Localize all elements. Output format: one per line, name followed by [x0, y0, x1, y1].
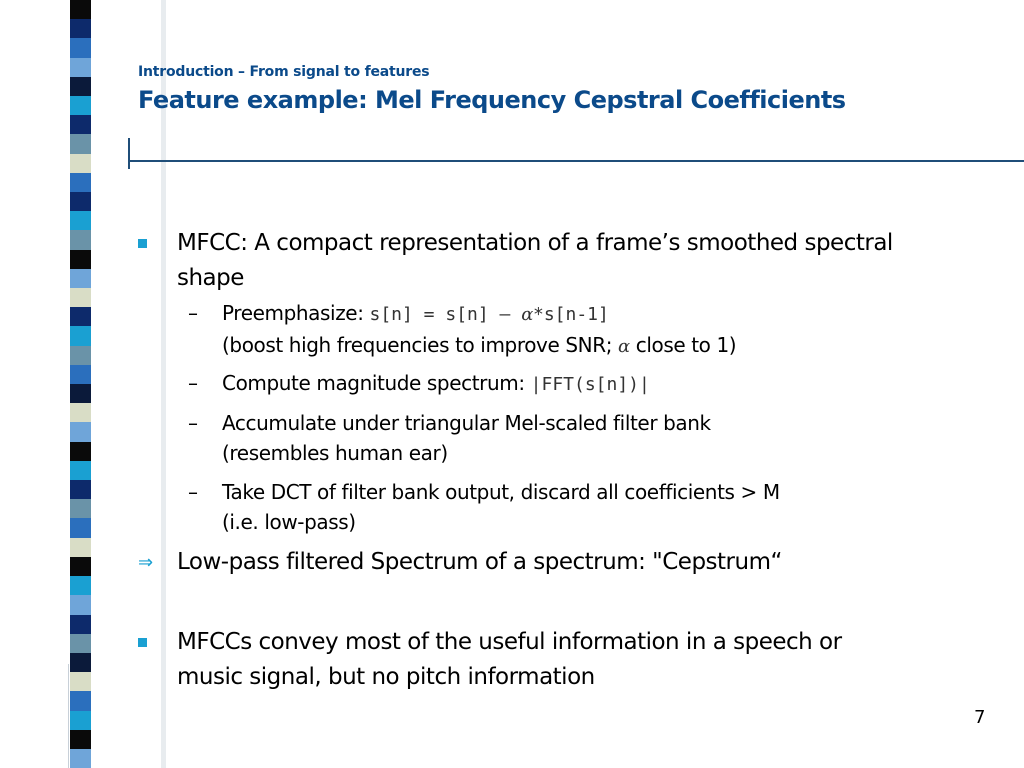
alpha-symbol: α: [521, 304, 533, 325]
sub-bullet-dct: [138, 477, 1008, 537]
stripe-block: [70, 499, 91, 518]
stripe-block: [70, 173, 91, 192]
bullet-mfcc-information: [138, 625, 1008, 695]
stripe-block: [70, 365, 91, 384]
stripe-block: [70, 19, 91, 38]
stripe-block: [70, 422, 91, 441]
stripe-block: [70, 250, 91, 269]
bullet-mfcc: [138, 226, 1008, 296]
stripe-block: [70, 691, 91, 710]
stripe-block: [70, 77, 91, 96]
stripe-block: [70, 538, 91, 557]
stripe-block: [70, 595, 91, 614]
stripe-block: [70, 38, 91, 57]
stripe-block: [70, 134, 91, 153]
title-rule-vertical: [128, 138, 130, 169]
sub-bullet-preemphasize: [138, 298, 1008, 362]
stripe-block: [70, 58, 91, 77]
bullet-line: MFCC: A compact representation of a frame’s smoothed spectral: [177, 230, 893, 256]
stripe-block: [70, 115, 91, 134]
square-bullet-icon: [138, 239, 147, 248]
stripe-block: [70, 615, 91, 634]
sub-bullet-line: Take DCT of filter bank output, discard all coefficients > M: [222, 480, 780, 504]
sub-bullet-mel-filter-bank: [138, 408, 1008, 468]
sub-bullet-text: close to 1): [629, 333, 737, 357]
sub-bullet-line: [222, 330, 1008, 362]
stripe-block: [70, 557, 91, 576]
square-bullet-icon: [138, 638, 147, 647]
stripe-block: [70, 288, 91, 307]
stripe-block: [70, 192, 91, 211]
stripe-block: [70, 346, 91, 365]
stripe-block: [70, 518, 91, 537]
sub-bullet-line: [222, 298, 1008, 330]
stripe-block: [70, 403, 91, 422]
stripe-block: [70, 576, 91, 595]
decorative-color-stripe: [70, 0, 91, 768]
bullet-line: shape: [177, 265, 244, 291]
stripe-block: [70, 653, 91, 672]
stripe-block: [70, 211, 91, 230]
stripe-block: [70, 154, 91, 173]
slide-body: [138, 226, 1008, 695]
formula-code: *s[n-1]: [532, 304, 609, 325]
page-number: 7: [974, 707, 986, 728]
stripe-block: [70, 384, 91, 403]
title-rule-horizontal: [128, 160, 1024, 162]
decorative-edge-line: [68, 664, 69, 768]
dash-icon: –: [188, 480, 198, 504]
sub-bullet-line: [222, 368, 1008, 400]
stripe-block: [70, 672, 91, 691]
formula-code: |FFT(s[n])|: [530, 374, 650, 395]
bullet-line: MFCCs convey most of the useful information in a speech or: [177, 629, 842, 655]
stripe-block: [70, 230, 91, 249]
sub-bullet-text: Preemphasize:: [222, 301, 370, 325]
slide-title: Feature example: Mel Frequency Cepstral Coefficients: [138, 86, 846, 114]
stripe-block: [70, 307, 91, 326]
dash-icon: –: [188, 411, 198, 435]
stripe-block: [70, 634, 91, 653]
stripe-block: [70, 269, 91, 288]
stripe-block: [70, 711, 91, 730]
dash-icon: –: [188, 371, 198, 395]
sub-bullet-line: Accumulate under triangular Mel-scaled filter bank: [222, 411, 711, 435]
bullet-cepstrum: [138, 545, 1008, 580]
stripe-block: [70, 730, 91, 749]
stripe-block: [70, 461, 91, 480]
stripe-block: [70, 749, 91, 768]
bullet-line: music signal, but no pitch information: [177, 664, 595, 690]
slide-subtitle: Introduction – From signal to features: [138, 64, 430, 80]
bullet-line: Low-pass filtered Spectrum of a spectrum: "Cepstrum“: [177, 549, 782, 575]
sub-bullet-line: (i.e. low-pass): [222, 510, 356, 534]
sub-bullet-text: Compute magnitude spectrum:: [222, 371, 531, 395]
stripe-block: [70, 0, 91, 19]
sub-bullet-magnitude-spectrum: [138, 368, 1008, 400]
stripe-block: [70, 96, 91, 115]
stripe-block: [70, 326, 91, 345]
stripe-block: [70, 442, 91, 461]
sub-bullet-text: (boost high frequencies to improve SNR;: [222, 333, 619, 357]
sub-bullet-line: (resembles human ear): [222, 441, 448, 465]
formula-code: s[n] = s[n] –: [369, 304, 522, 325]
stripe-block: [70, 480, 91, 499]
dash-icon: –: [188, 301, 198, 325]
implies-arrow-icon: ⇒: [138, 552, 153, 573]
alpha-symbol: α: [618, 336, 630, 357]
